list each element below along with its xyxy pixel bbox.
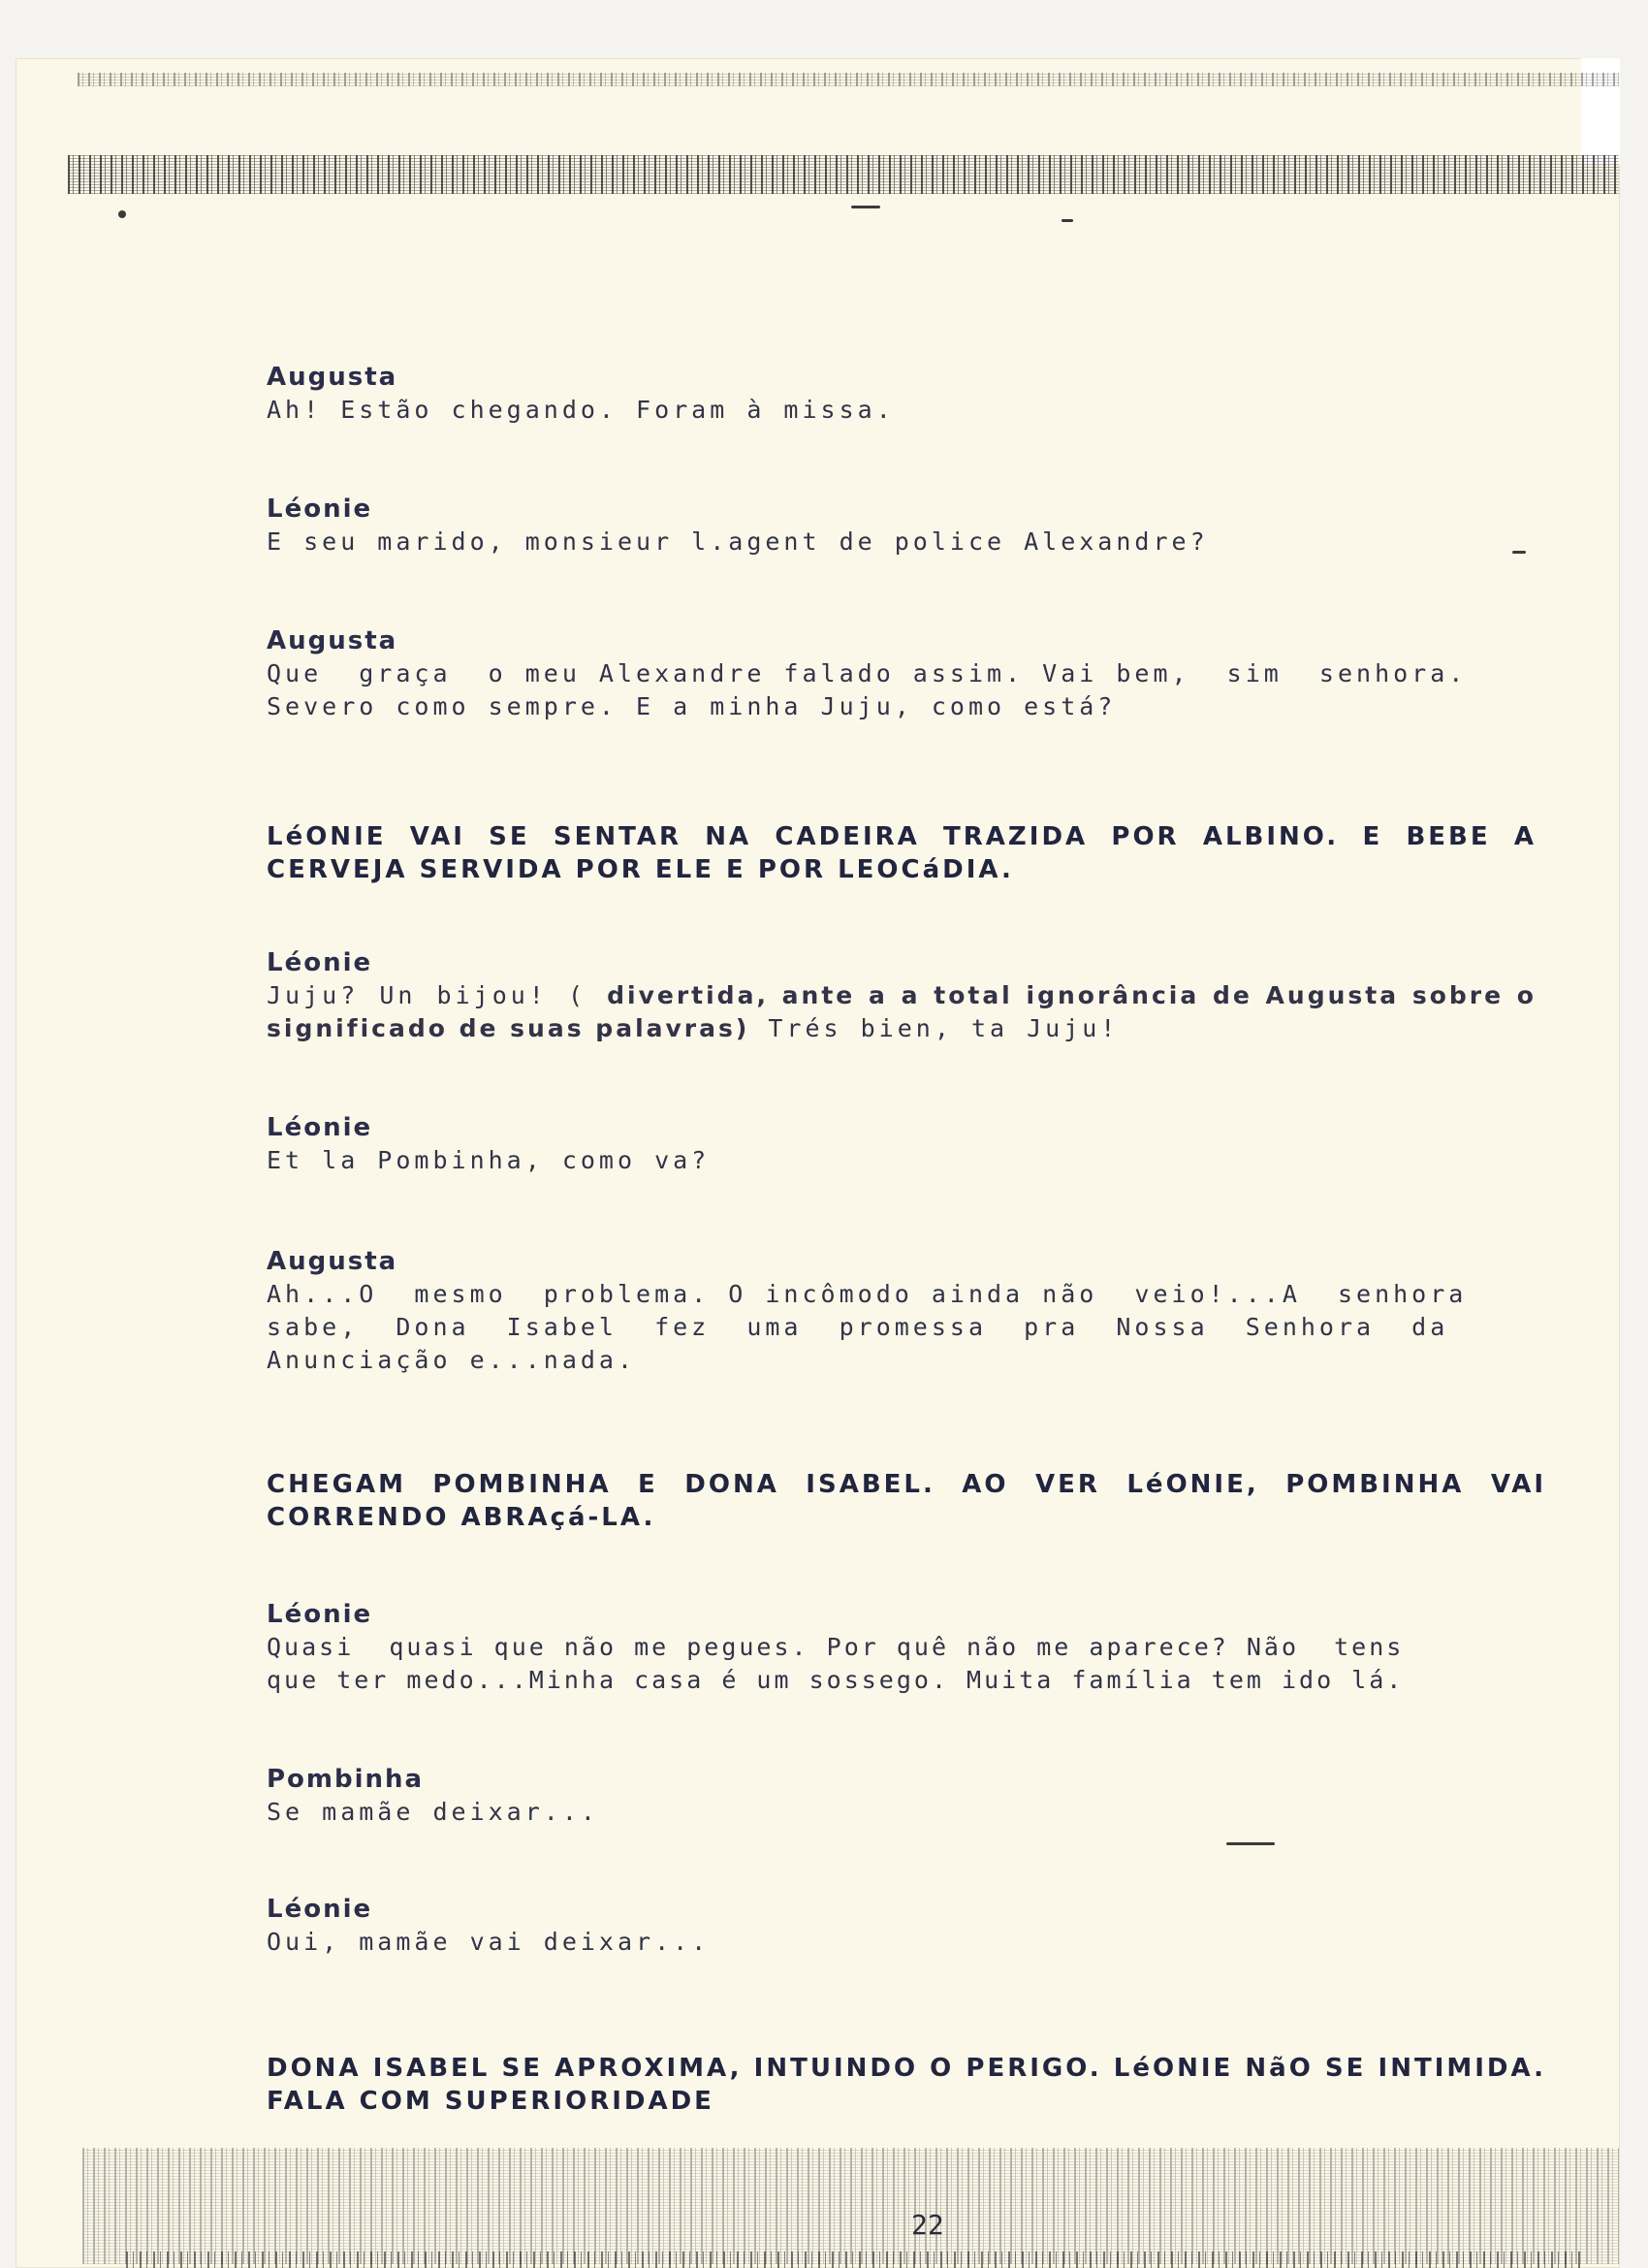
dialogue-line: Quasi quasi que não me pegues. Por quê não me aparece? Não tens — [267, 1633, 1405, 1661]
scan-noise-bottom-band — [82, 2148, 1619, 2264]
parenthetical: divertida, ante a a total ignorância de Augusta sobre o significado de suas palavras) — [267, 981, 1537, 1042]
dialogue-block — [267, 361, 895, 427]
dialogue-block — [267, 1763, 599, 1829]
dialogue-block — [267, 624, 1537, 723]
dialogue-block — [267, 493, 1209, 559]
dialogue-block — [267, 946, 1537, 1045]
speaker-name: Léonie — [267, 1895, 373, 1924]
dialogue-line: Que graça o meu Alexandre falado assim. Vai bem, sim senhora. — [267, 659, 1468, 687]
dialogue-line: Severo como sempre. E a minha Juju, como está? — [267, 692, 1117, 720]
dialogue-line: Et la Pombinha, como va? — [267, 1146, 711, 1174]
scan-edge-marks — [126, 2252, 1580, 2268]
dialogue-line: Ah! Estão chegando. Foram à missa. — [267, 396, 895, 424]
speaker-name: Léonie — [267, 1600, 373, 1629]
scan-speck — [851, 206, 880, 208]
dialogue-text: Juju? Un bijou! ( — [267, 981, 608, 1009]
dialogue-line: Oui, mamãe vai deixar... — [267, 1928, 711, 1956]
speaker-name: Léonie — [267, 1113, 373, 1142]
speaker-name: Augusta — [267, 1247, 398, 1276]
speaker-name: Augusta — [267, 626, 398, 655]
dialogue-text: Trés bien, ta Juju! — [749, 1014, 1120, 1042]
scan-noise-top-thin — [78, 73, 1619, 86]
scan-speck — [1512, 551, 1526, 554]
speaker-name: Pombinha — [267, 1765, 425, 1794]
dialogue-line: E seu marido, monsieur l.agent de police Alexandre? — [267, 527, 1209, 556]
dialogue-line: Anunciação e...nada. — [267, 1346, 637, 1374]
speaker-name: Augusta — [267, 363, 398, 392]
scan-speck — [1226, 1842, 1275, 1845]
scan-speck — [1062, 219, 1073, 222]
speaker-name: Léonie — [267, 948, 373, 977]
stage-direction: CHEGAM POMBINHA E DONA ISABEL. AO VER LéONIE, POMBINHA VAI CORRENDO ABRAçá-LA. — [267, 1470, 1546, 1532]
dialogue-block — [267, 1111, 710, 1177]
speaker-name: Léonie — [267, 495, 373, 524]
stage-direction: DONA ISABEL SE APROXIMA, INTUINDO O PERIGO. LéONIE NãO SE INTIMIDA. FALA COM SUPERIORIDADE — [267, 2054, 1546, 2116]
dialogue-block — [267, 1598, 1546, 1697]
stage-direction: LéONIE VAI SE SENTAR NA CADEIRA TRAZIDA POR ALBINO. E BEBE A CERVEJA SERVIDA POR ELE E POR LEOCáDIA. — [267, 822, 1537, 884]
dialogue-line: Ah...O mesmo problema. O incômodo ainda não veio!...A senhora — [267, 1280, 1468, 1308]
dialogue-block — [267, 1893, 710, 1959]
dialogue-line: sabe, Dona Isabel fez uma promessa pra Nossa Senhora da — [267, 1313, 1449, 1341]
scan-speck — [118, 210, 126, 218]
scan-noise-top-band — [68, 155, 1619, 194]
dialogue-line: que ter medo...Minha casa é um sossego. Muita família tem ido lá. — [267, 1666, 1405, 1694]
dialogue-line — [267, 979, 1537, 1045]
dialogue-block — [267, 1245, 1546, 1377]
dialogue-line: Se mamãe deixar... — [267, 1798, 599, 1826]
page-number: 22 — [911, 2209, 944, 2241]
